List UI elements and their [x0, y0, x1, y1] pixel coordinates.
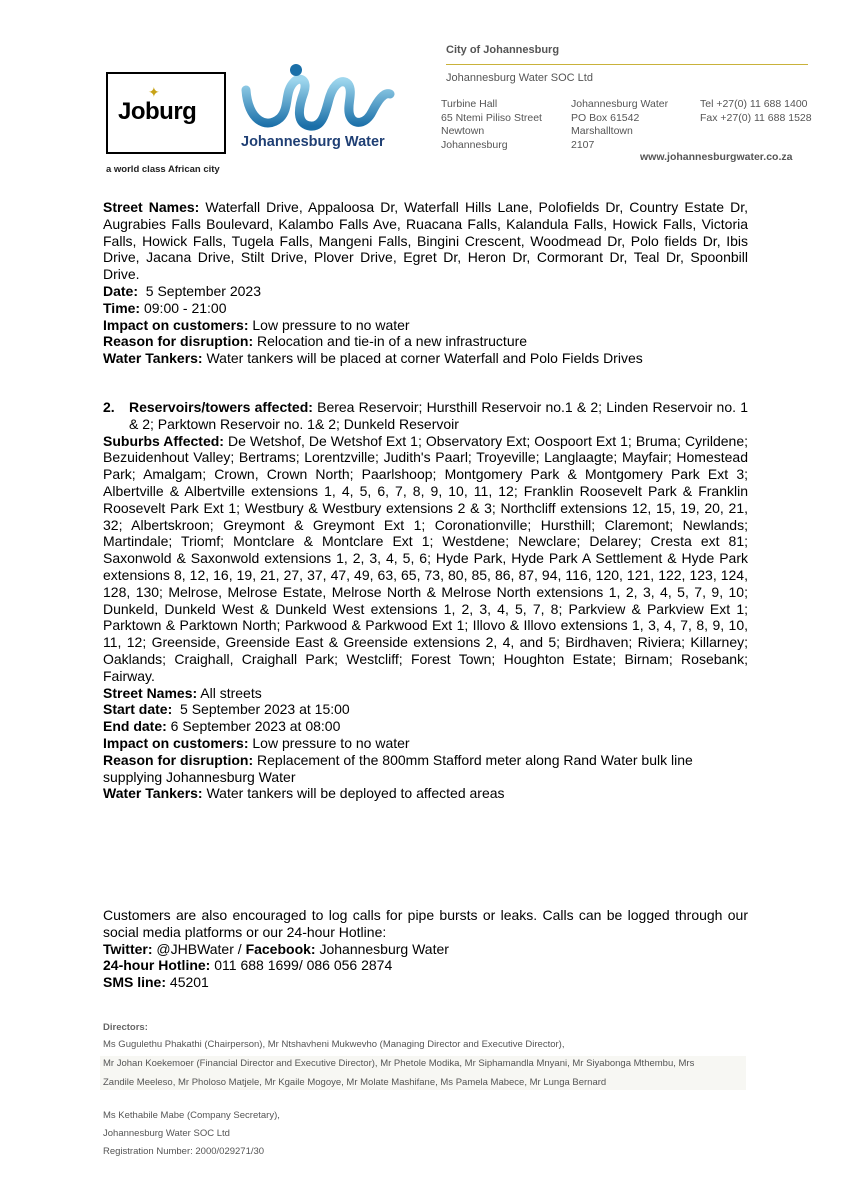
joburg-logo-text: Joburg [118, 98, 197, 125]
org-title: City of Johannesburg [446, 44, 560, 56]
physical-address [441, 98, 542, 152]
address-line: Johannesburg Water [571, 98, 669, 110]
value: Replacement of the 800mm Stafford meter along Rand Water bulk line supplying Johannesburg Water [103, 751, 693, 785]
label: Street Names: [103, 684, 198, 701]
label: Start date: [103, 701, 173, 718]
value: 5 September 2023 [138, 282, 261, 299]
phone-fax [700, 98, 812, 125]
header-divider [446, 64, 808, 65]
hotline-number: 011 688 1699/ 086 056 2874 [210, 957, 393, 974]
telephone: Tel +27(0) 11 688 1400 [700, 98, 808, 110]
label: SMS line: [103, 974, 167, 991]
suburbs-affected [103, 433, 748, 685]
value: Relocation and tie-in of a new infrastructure [253, 333, 528, 350]
fax: Fax +27(0) 11 688 1528 [700, 111, 812, 124]
johannesburg-water-wordmark: Johannesburg Water [241, 134, 385, 150]
joburg-logo [106, 72, 226, 154]
label: Water Tankers: [103, 350, 203, 367]
label: Date: [103, 282, 139, 299]
value: Low pressure to no water [248, 316, 410, 333]
address-line: Turbine Hall [441, 98, 498, 110]
section-1 [103, 199, 748, 367]
value: 6 September 2023 at 08:00 [166, 718, 341, 735]
water-tankers [103, 785, 748, 802]
value: De Wetshof, De Wetshof Ext 1; Observatory Ext; Oospoort Ext 1; Bruma; Cyrildene; Bezuidenhout Valley; Bertrams; Lorentzville; Judith's Paarl; Troyeville; Langlaagte; Mayfair; Homestead Park; Amalgam; Crown, Crown North; Paarlshoop; Montgomery Park & Montgomery Park Ext 3; Albertville & Albertville extensions 1, 4, 5, 6, 7, 8, 9, 10, 11, 12; Franklin Roosevelt Park & Franklin Roosevelt Park Ext 1; Westbury & Westbury extensions 2 & 3; Northcliff extensions 12, 15, 19, 20, 21, 32; Albertskroon; Greymont & Greymont Ext 1; Coronationville; Hursthill; Claremont; Newlands; Martindale; Triomf; Montclare & Montclare Ext 1; Westdene; Newclare; Delarey; Cresta ext 81; Saxonwold & Saxonwold extensions 1, 2, 3, 4, 5, 6; Hyde Park, Hyde Park A Settlement & Hyde Park extensions 8, 12, 16, 19, 21, 27, 37, 47, 49, 63, 65, 73, 80, 85, 86, 87, 94, 116, 120, 121, 122, 123, 124, 128, 130; Melrose, Melrose Estate, Melrose North & Melrose North extensions 1, 2, 3, 4, 5, 7, 9, 10; Dunkeld, Dunkeld West & Dunkeld West extensions 1, 2, 3, 4, 5, 7, 8; Parkview & Parkview Ext 1; Parktown & Parktown North; Parkwood & Parkwood Ext 1; Illovo & Illovo extensions 1, 3, 4, 7, 8, 9, 10, 11, 12; Greenside, Greenside East & Greenside extensions 2, 4, and 5; Birdhaven; Riviera; Killarney; Oaklands; Craighall, Craighall Park; Westcliff; Forest Town; Houghton Estate; Birnam; Rosebank; Fairway. [103, 432, 748, 684]
label: Street Names: [103, 199, 200, 215]
website-link[interactable]: www.johannesburgwater.co.za [640, 151, 793, 163]
label: Facebook: [245, 940, 316, 957]
start-date [103, 701, 748, 718]
label: Twitter: [103, 940, 153, 957]
item-number: 2. [103, 399, 115, 415]
label: Reason for disruption: [103, 333, 254, 350]
label: Water Tankers: [103, 785, 203, 802]
label: Impact on customers: [103, 734, 249, 751]
value: Water tankers will be placed at corner Waterfall and Polo Fields Drives [202, 350, 643, 367]
value: 5 September 2023 at 15:00 [172, 701, 350, 718]
label: End date: [103, 718, 167, 735]
registration-number: Registration Number: 2000/029271/30 [103, 1146, 265, 1157]
director-line: Zandile Meeleso, Mr Pholoso Matjele, Mr Kgaile Mogoye, Mr Molate Mashifane, Ms Pamela Mabece, Mr Lunga Bernard [103, 1077, 607, 1088]
facebook-page[interactable]: Johannesburg Water [315, 940, 449, 957]
label: Suburbs Affected: [103, 432, 224, 449]
address-line: 2107 [571, 138, 595, 151]
value: 09:00 - 21:00 [140, 299, 227, 316]
label: Time: [103, 299, 141, 316]
org-subtitle: Johannesburg Water SOC Ltd [446, 72, 593, 84]
social-media [103, 941, 748, 958]
sms-line [103, 974, 748, 991]
value: Berea Reservoir; Hursthill Reservoir no.1 & 2; Linden Reservoir no. 1 & 2; Parktown Reservoir no. 1& 2; Dunkeld Reservoir [129, 399, 748, 432]
sms-number: 45201 [166, 974, 209, 991]
address-line: Newtown [441, 125, 485, 137]
value: Water tankers will be deployed to affected areas [202, 785, 505, 802]
value: All streets [197, 684, 262, 701]
street-names [103, 685, 748, 702]
address-line: Johannesburg [441, 138, 508, 151]
end-date [103, 718, 748, 735]
impact [103, 317, 748, 334]
date [103, 283, 748, 300]
street-names [103, 199, 748, 283]
contact-intro: Customers are also encouraged to log calls for pipe bursts or leaks. Calls can be logged through our social media platforms or our 24-hour Hotline: [103, 907, 748, 940]
director-line: Mr Johan Koekemoer (Financial Director and Executive Director), Mr Phetole Modika, Mr Siphamandla Mnyani, Mr Siyabonga Mthembu, Mrs [103, 1058, 695, 1069]
tagline: a world class African city [106, 164, 220, 175]
label: 24-hour Hotline: [103, 957, 211, 974]
hotline [103, 957, 748, 974]
company-secretary: Ms Kethabile Mabe (Company Secretary), [103, 1110, 280, 1121]
contact-section [103, 907, 748, 991]
label: Reservoirs/towers affected: [129, 399, 313, 415]
address-line: PO Box 61542 [571, 111, 640, 124]
star-icon: ✦ [148, 84, 160, 100]
postal-address [571, 98, 668, 152]
value: Low pressure to no water [248, 734, 410, 751]
director-line: Ms Gugulethu Phakathi (Chairperson), Mr Ntshavheni Mukwevho (Managing Director and Executive Director), [103, 1039, 565, 1050]
directors-heading: Directors: [103, 1022, 148, 1033]
label: Reason for disruption: [103, 751, 254, 768]
reason [103, 333, 748, 350]
value: Waterfall Drive, Appaloosa Dr, Waterfall Hills Lane, Polofields Dr, Country Estate Dr, Augrabies Falls Boulevard, Kalambo Falls Ave, Ruacana Falls, Kalandula Falls, Howick Falls, Victoria Falls, Howick Falls, Tugela Falls, Mangeni Falls, Bingini Crescent, Woodmead Dr, Polo fields Dr, Ibis Drive, Jacana Drive, Stilt Drive, Plover Drive, Egret Dr, Heron Dr, Cormorant Dr, Teal Dr, Spoonbill Drive. [103, 199, 748, 283]
address-line: Marshalltown [571, 125, 633, 137]
label: Impact on customers: [103, 316, 249, 333]
address-line: 65 Ntemi Piliso Street [441, 111, 542, 124]
impact [103, 735, 748, 752]
reservoirs-text [129, 399, 748, 433]
company-name: Johannesburg Water SOC Ltd [103, 1128, 230, 1139]
twitter-handle[interactable]: @JHBWater / [152, 940, 246, 957]
time [103, 300, 748, 317]
water-tankers [103, 350, 748, 367]
reason [103, 752, 748, 786]
reservoirs-affected [103, 399, 748, 433]
section-2 [103, 399, 748, 802]
